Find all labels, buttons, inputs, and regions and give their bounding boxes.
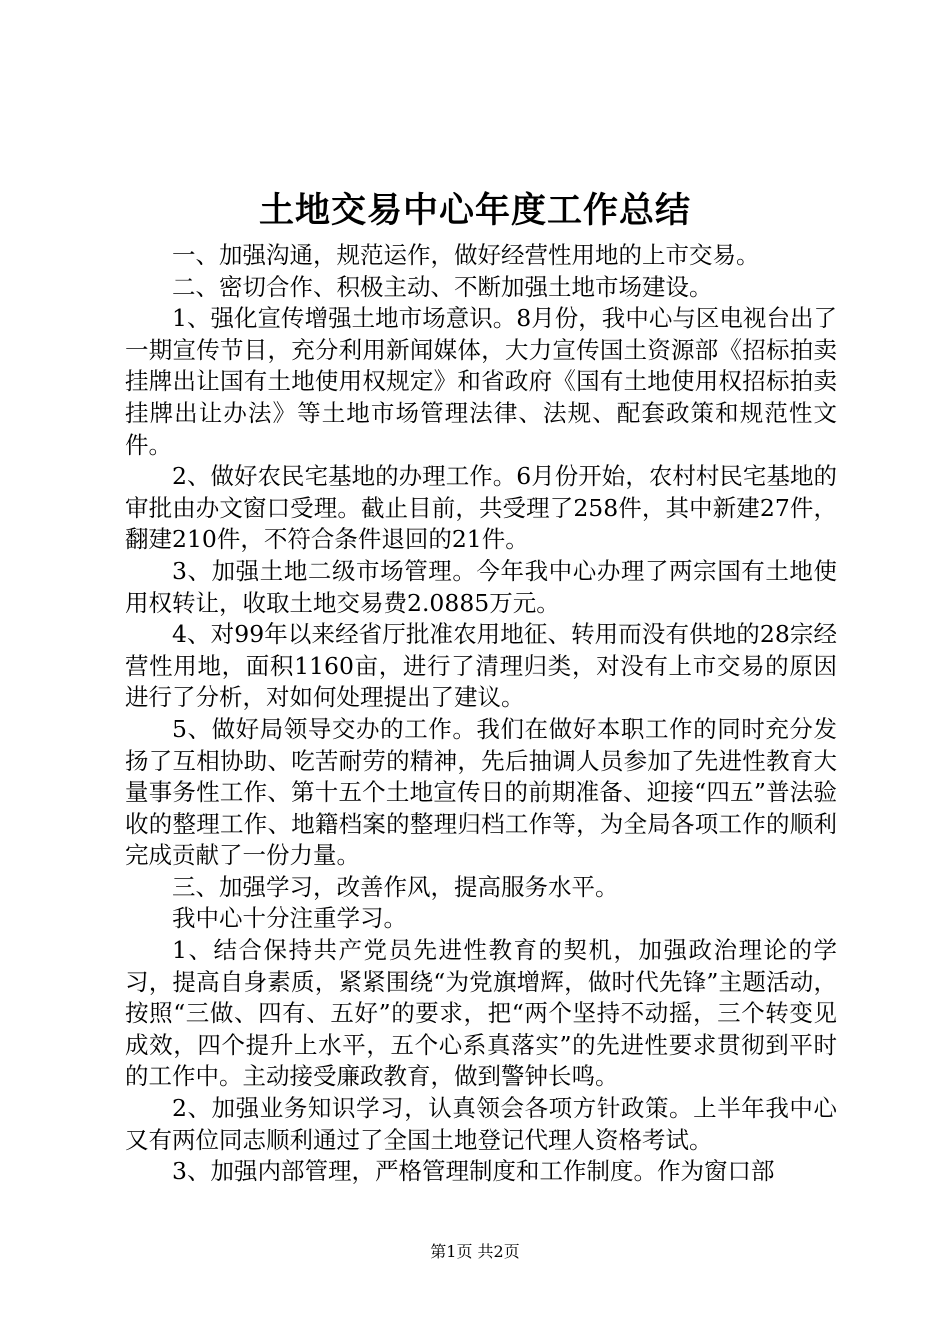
paragraph-item: 4、对99年以来经省厅批准农用地征、转用而没有供地的28宗经营性用地，面积1160亩，进行了清理归类，对没有上市交易的原因进行了分析，对如何处理提出了建议。 [125, 620, 837, 712]
paragraph-item: 5、做好局领导交办的工作。我们在做好本职工作的同时充分发扬了互相协助、吃苦耐劳的精神，先后抽调人员参加了先进性教育大量事务性工作、第十五个土地宣传日的前期准备、迎接“四五”普法验收的整理工作、地籍档案的整理归档工作等，为全局各项工作的顺利完成贡献了一份力量。 [125, 714, 837, 870]
paragraph-item: 2、做好农民宅基地的办理工作。6月份开始，农村村民宅基地的审批由办文窗口受理。截止目前，共受理了258件，其中新建27件，翻建210件，不符合条件退回的21件。 [125, 462, 837, 554]
document-body [125, 240, 837, 1188]
paragraph-item: 我中心十分注重学习。 [172, 904, 407, 933]
paragraph-item: 3、加强土地二级市场管理。今年我中心办理了两宗国有土地使用权转让，收取土地交易费2.0885万元。 [125, 556, 837, 617]
paragraph-item: 1、强化宣传增强土地市场意识。8月份，我中心与区电视台出了一期宣传节目，充分利用新闻媒体，大力宣传国土资源部《招标拍卖挂牌出让国有土地使用权规定》和省政府《国有土地使用权招标拍卖挂牌出让办法》等土地市场管理法律、法规、配套政策和规范性文件。 [125, 304, 837, 459]
page-number-footer: 第1页 共2页 [430, 1242, 520, 1261]
document-title: 土地交易中心年度工作总结 [258, 190, 691, 231]
paragraph-item: 1、结合保持共产党员先进性教育的契机，加强政治理论的学习，提高自身素质，紧紧围绕“为党旗增辉，做时代先锋”主题活动，按照“三做、四有、五好”的要求，把“两个坚持不动摇，三个转变见成效，四个提升上水平，五个心系真落实”的先进性要求贯彻到平时的工作中。主动接受廉政教育，做到警钟长鸣。 [125, 936, 837, 1091]
section-heading-1: 一、加强沟通，规范运作，做好经营性用地的上市交易。 [172, 241, 760, 269]
section-heading-2: 二、密切合作、积极主动、不断加强土地市场建设。 [172, 272, 713, 301]
paragraph-item: 3、加强内部管理，严格管理制度和工作制度。作为窗口部 [172, 1157, 775, 1186]
paragraph-item: 2、加强业务知识学习，认真领会各项方针政策。上半年我中心又有两位同志顺利通过了全国土地登记代理人资格考试。 [125, 1094, 837, 1154]
section-heading-3: 三、加强学习，改善作风，提高服务水平。 [172, 872, 619, 901]
